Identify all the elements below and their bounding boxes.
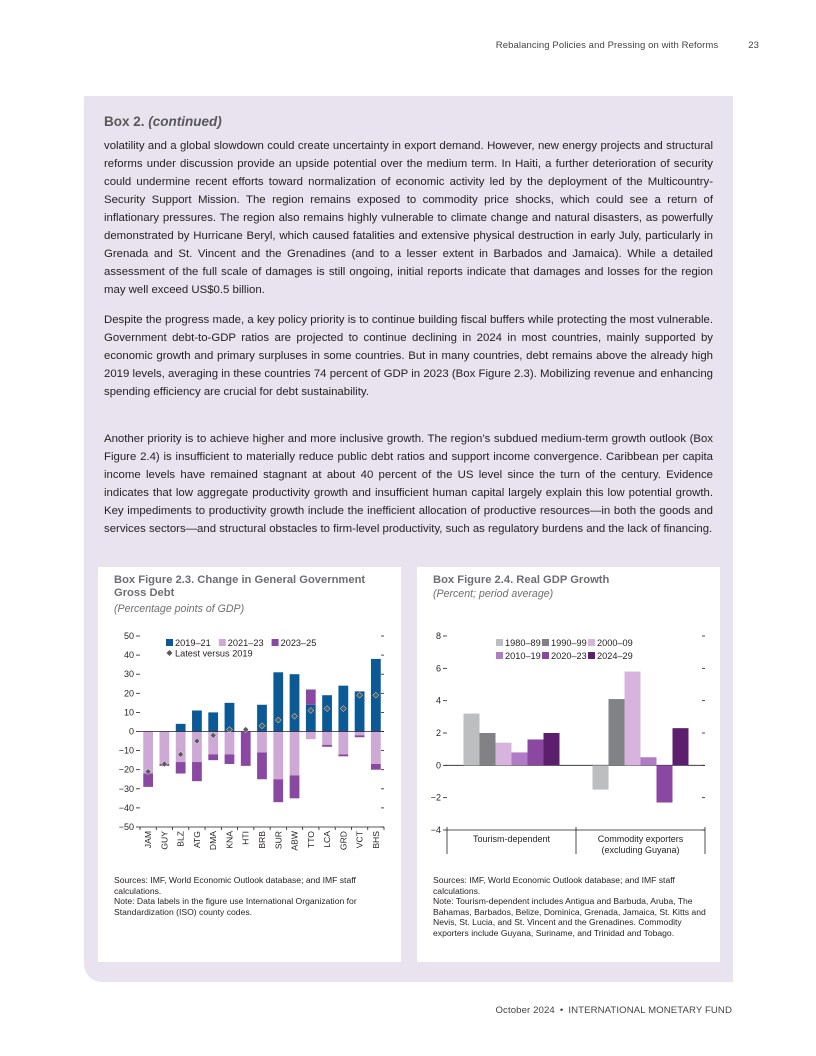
figure-2-4-notes [433,875,708,939]
bar-lca [322,695,332,731]
legend-swatch-1990–99 [542,639,549,646]
bar-abw [290,732,300,776]
category-label: TTO [305,831,316,849]
footer [496,1005,733,1016]
y-tick-label: 6 [435,663,441,674]
box-label: Box 2. [104,114,145,129]
y-tick-label: −10 [118,745,134,756]
category-label: HTI [240,831,251,845]
category-label: LCA [322,831,333,848]
bar-bhs [371,764,381,770]
y-tick-label: 40 [123,650,134,661]
legend-label: 2021–23 [227,638,264,648]
bar-grd [338,754,348,756]
paragraph-3: Another priority is to achieve higher and more inclusive growth. The region’s subdued medium-term growth outlook (Box Figure 2.4) is insufficient to materially reduce public debt ratios and support income convergence. Caribbean per capita income levels have remained stagnant at about 40 percent of the US level since the turn of the century. Evidence indicates that low aggregate productivity growth and insufficient human capital largely explain this low potential growth. Key impediments to productivity growth include the inefficient allocation of productive resources—in both the goods and services sectors—and structural obstacles to firm-level productivity, such as regulatory burdens and the lack of financing. [104,433,713,535]
figure-2-4-panel [417,567,720,962]
category-label: SUR [273,831,284,850]
y-tick-label: −2 [430,792,441,803]
legend-swatch-2020–23 [542,652,549,659]
y-tick-label: 2 [435,728,441,738]
figure-2-4-sources: Sources: IMF, World Economic Outlook database; and IMF staff calculations. [433,875,675,896]
bar-2010–19 [512,752,528,765]
legend-label: 2000–09 [597,638,633,648]
bar-1990–99 [609,699,625,765]
footer-separator: • [559,1005,564,1016]
category-label: ATG [191,831,202,849]
legend-swatch-2010–19 [496,652,503,659]
category-label: Tourism-dependent [472,834,551,844]
paragraph-1: volatility and a global slowdown could create uncertainty in export demand. However, new energy projects and structural reforms under discussion provide an upside potential over the medium term. In Haiti, a further deterioration of security could undermine recent efforts toward normalization of economic activity led by the deployment of the Multicountry-Security Support Mission. The region remains exposed to commodity price shocks, which could see a return of inflationary pressures. The region also remains highly vulnerable to climate change and natural disasters, as powerfully demonstrated by Hurricane Beryl, which caused fatalities and extensive physical destruction in early July, particularly in Grenada and St. Vincent and the Grenadines (and to a lesser extent in Barbados and Jamaica). While a detailed assessment of the full scale of damages is still ongoing, initial reports indicate that damages and losses for the region may well exceed US$0.5 billion. [104,140,713,296]
bar-kna [225,754,235,764]
legend-swatch-2021–23 [219,639,226,646]
bar-dma [208,754,218,760]
bar-abw [290,674,300,731]
y-tick-label: 10 [123,707,134,718]
bar-blz [176,762,186,773]
legend-label: 2019–21 [175,638,211,648]
bar-2000–09 [625,672,641,766]
legend-swatch-1980–89 [496,639,503,646]
bar-jam [143,732,153,774]
figure-2-3-title: Box Figure 2.3. Change in General Government Gross Debt [114,574,366,599]
y-tick-label: 4 [435,695,441,706]
running-head [496,40,759,51]
legend-label: 2023–25 [280,638,317,648]
bar-tto [306,732,316,740]
bar-grd [338,732,348,755]
y-tick-label: −4 [430,825,441,835]
running-title: Rebalancing Policies and Pressing on with Reforms [495,40,719,51]
category-label: JAM [143,831,154,849]
y-tick-label: 20 [123,688,134,699]
legend-label: Latest versus 2019 [175,648,253,659]
category-label: GRD [338,831,349,851]
figure-2-3-subtitle: (Percentage points of GDP) [114,603,245,615]
legend-label: 2024–29 [597,651,633,661]
y-tick-label: −30 [118,783,134,794]
category-label: DMA [208,831,219,851]
box-2 [84,96,733,982]
figure-2-3-sources: Sources: IMF, World Economic Outlook database; and IMF staff calculations. [114,875,356,896]
category-label: BHS [370,831,381,849]
figure-2-4-title: Box Figure 2.4. Real GDP Growth [433,574,610,586]
legend-label: 2010–19 [505,651,541,661]
y-tick-label: 50 [123,631,134,641]
box-continued: (continued) [148,114,222,129]
y-tick-label: 8 [435,631,441,641]
box-title [104,114,222,129]
bar-2024–29 [673,728,689,765]
category-label: Commodity exporters [597,834,684,844]
legend-label: 2020–23 [551,651,587,661]
bar-lca [322,745,332,747]
category-label: BRB [257,831,267,849]
bar-2020–23 [657,765,673,802]
y-tick-label: 0 [435,760,441,771]
figure-2-4-chart [417,567,720,872]
bar-blz [176,724,186,732]
y-tick-label: −20 [118,764,134,775]
bar-atg [192,710,202,731]
bar-tto [306,689,316,704]
category-label: (excluding Guyana) [601,845,680,855]
bar-abw [290,775,300,798]
bar-1980–89 [593,765,609,789]
legend-swatch-2019–21 [166,639,173,646]
bar-sur [273,732,283,780]
legend-label: 1990–99 [551,638,587,648]
figure-2-3-chart [98,567,401,872]
figure-2-3-notes [114,875,389,917]
bar-jam [143,774,153,787]
bar-2024–29 [544,733,560,765]
bar-2000–09 [496,743,512,766]
y-tick-label: −40 [118,802,134,813]
bar-sur [273,779,283,802]
category-label: KNA [224,831,235,849]
category-label: BLZ [175,831,186,847]
bar-hti [241,732,251,766]
bar-vct [355,735,365,737]
figure-2-4-note: Note: Tourism-dependent includes Antigua and Barbuda, Aruba, The Bahamas, Barbados, Belize, Dominica, Grenada, Jamaica, St. Kitts and Nevis, St. Lucia, and St. Vincent and the Grenadines. Commodity exporters include Guyana, Suriname, and Trinidad and Tobago. [433,896,706,938]
bar-2020–23 [528,739,544,765]
legend-label: 1980–89 [505,638,541,648]
bar-brb [257,753,267,780]
bar-guy [160,732,170,764]
bar-lca [322,732,332,745]
bar-brb [257,732,267,753]
category-label: ABW [289,831,300,851]
legend-swatch-2023–25 [272,639,279,646]
legend-marker [167,650,173,656]
y-tick-label: 0 [128,726,134,737]
legend-swatch-2024–29 [588,652,595,659]
bar-vct [355,732,365,736]
y-tick-label: 30 [123,669,134,680]
bar-atg [192,762,202,781]
page-number: 23 [748,40,759,51]
paragraph-2: Despite the progress made, a key policy priority is to continue building fiscal buffers while protecting the most vulnerable. Government debt-to-GDP ratios are projected to continue declining in 2024 in most countries, mainly supported by economic growth and primary surpluses in some countries. But in many countries, debt remains above the already high 2019 levels, averaging in these countries 74 percent of GDP in 2023 (Box Figure 2.3). Mobilizing revenue and enhancing spending efficiency are crucial for debt sustainability. [104,314,713,398]
legend-swatch-2000–09 [588,639,595,646]
figure-2-4-subtitle: (Percent; period average) [433,588,554,600]
category-label: VCT [354,831,365,849]
bar-kna [225,732,235,755]
figure-2-3-panel [98,567,401,962]
bar-1980–89 [464,714,480,766]
bar-2010–19 [641,757,657,765]
bar-bhs [371,732,381,764]
bar-dma [208,712,218,731]
category-label: GUY [159,831,170,850]
bar-atg [192,732,202,763]
bar-1990–99 [480,733,496,765]
figure-2-3-note: Note: Data labels in the figure use International Organization for Standardization (ISO) county codes. [114,896,357,917]
footer-org: INTERNATIONAL MONETARY FUND [568,1005,732,1016]
footer-date: October 2024 [495,1005,555,1016]
y-tick-label: −50 [118,822,134,832]
